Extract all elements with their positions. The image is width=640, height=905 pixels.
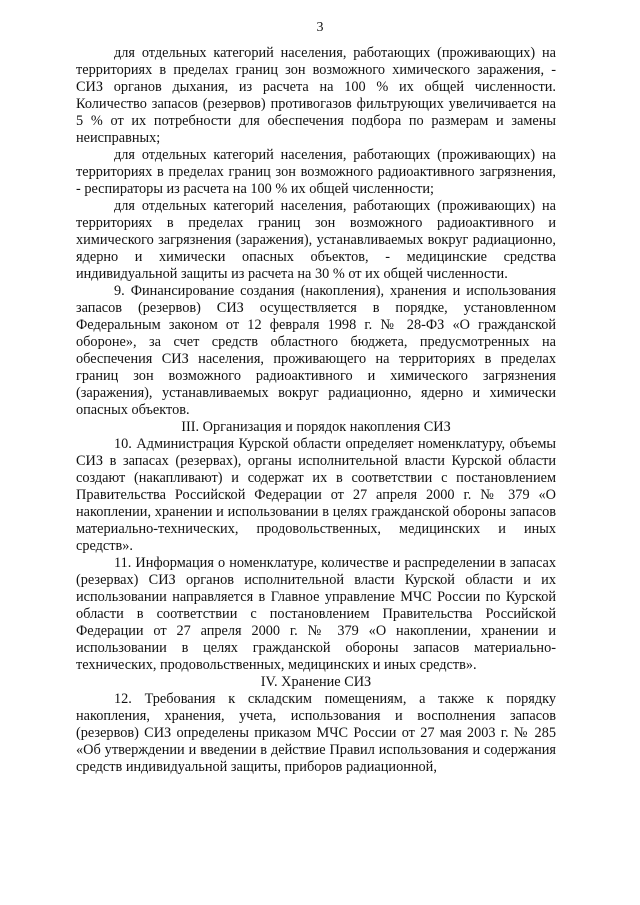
document-body [76, 45, 556, 776]
section-heading: III. Организация и порядок накопления СИЗ [181, 419, 451, 435]
paragraph: 12. Требования к складским помещениям, а также к порядку накопления, хранения, учета, использования и восполнения запасов (резервов) СИЗ определены приказом МЧС России от 27 мая 2003 г. № 285 «Об утверждении и введении в действие Правил использования и содержания средств индивидуальной защиты, приборов радиационной, [76, 691, 556, 775]
paragraph: для отдельных категорий населения, работающих (проживающих) на территориях в пределах границ зон возможного химического заражения, - СИЗ органов дыхания, из расчета на 100 % их общей численности. Количество запасов (резервов) противогазов фильтрующих увеличивается на 5 % от их потребности для обеспечения подбора по размерам и замены неисправных; [76, 45, 556, 146]
paragraph: 11. Информация о номенклатуре, количестве и распределении в запасах (резервах) СИЗ органов исполнительной власти Курской области и их использовании направляется в Главное управление МЧС России по Курской области в соответствии с постановлением Правительства Российской Федерации от 27 апреля 2000 г. № 379 «О накоплении, хранении и использовании в целях гражданской обороны запасов материально- технических, продовольственных, медицинских и иных средств». [76, 555, 556, 673]
paragraph: для отдельных категорий населения, работающих (проживающих) на территориях в пределах границ зон возможного радиоактивного и химического загрязнения (заражения), устанавливаемых вокруг радиационно, ядерно и химически опасных объектов, - медицинские средства индивидуальной защиты из расчета на 30 % от их общей численности. [76, 198, 556, 282]
paragraph: для отдельных категорий населения, работающих (проживающих) на территориях в пределах границ зон возможного радиоактивного загрязнения, - респираторы из расчета на 100 % их общей численности; [76, 147, 556, 197]
paragraph: 10. Администрация Курской области определяет номенклатуру, объемы СИЗ в запасах (резервах), органы исполнительной власти Курской области создают (накапливают) и содержат их в соответствии с постановлением Правительства Российской Федерации от 27 апреля 2000 г. № 379 «О накоплении, хранении и использовании в целях гражданской обороны запасов материально-технических, продовольственных, медицинских и иных средств». [76, 436, 556, 554]
page-number: 3 [316, 20, 324, 35]
paragraph: 9. Финансирование создания (накопления), хранения и использования запасов (резервов) СИЗ осуществляется в порядке, установленном Федеральным законом от 12 февраля 1998 г. № 28-ФЗ «О гражданской обороне», за счет средств областного бюджета, предусмотренных на обеспечения СИЗ населения, проживающего на территориях в пределах границ зон возможного радиоактивного и химического загрязнения (заражения), устанавливаемых вокруг радиационно, ядерно и химически опасных объектов. [76, 283, 556, 418]
section-heading: IV. Хранение СИЗ [260, 674, 372, 690]
